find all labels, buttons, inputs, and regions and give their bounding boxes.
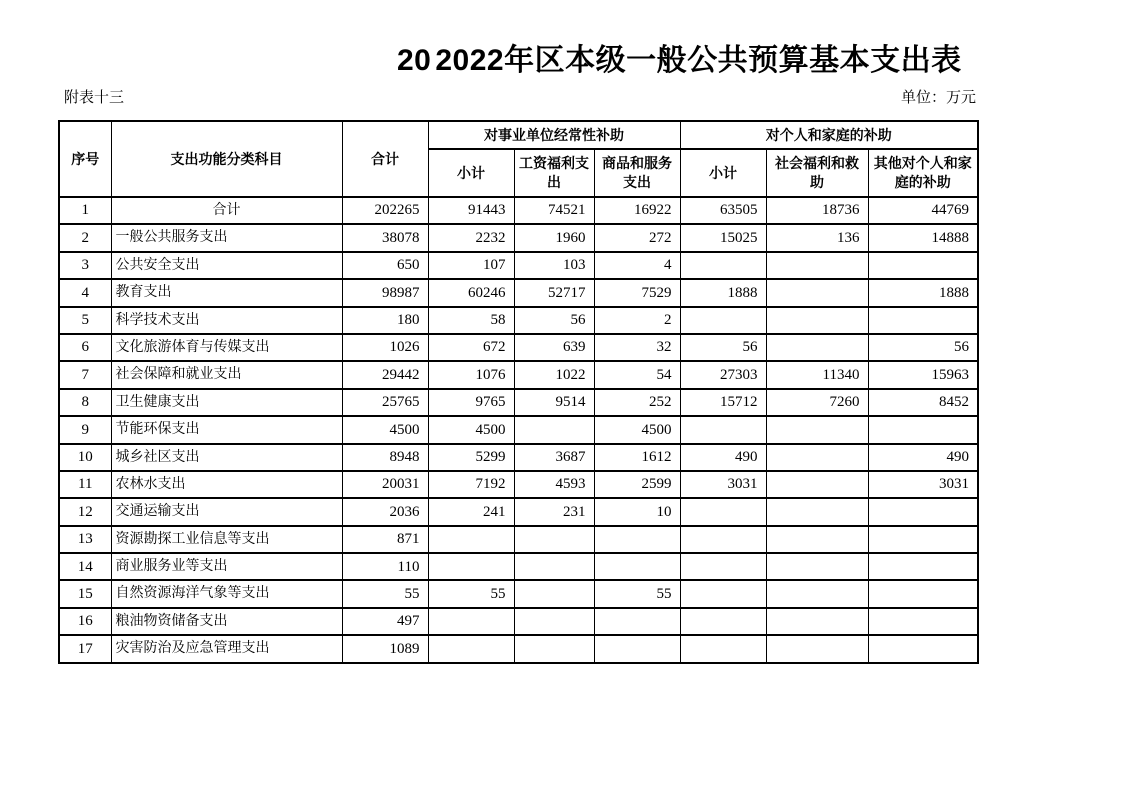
cell-g1_subtotal bbox=[428, 608, 514, 635]
cell-g1_wage: 103 bbox=[514, 252, 594, 279]
cell-g2_other: 1888 bbox=[868, 279, 978, 306]
table-row bbox=[59, 608, 978, 635]
cell-g1_wage: 74521 bbox=[514, 197, 594, 224]
cell-g1_wage: 1022 bbox=[514, 361, 594, 388]
cell-g1_wage: 52717 bbox=[514, 279, 594, 306]
cell-g1_goods bbox=[594, 553, 680, 580]
cell-seq: 2 bbox=[59, 224, 111, 251]
cell-g1_wage: 1960 bbox=[514, 224, 594, 251]
cell-category: 交通运输支出 bbox=[111, 498, 342, 525]
page-title bbox=[397, 42, 962, 80]
cell-g1_wage: 9514 bbox=[514, 389, 594, 416]
col-group-individual-family-subsidy: 对个人和家庭的补助 bbox=[680, 121, 978, 149]
cell-g2_subtotal bbox=[680, 553, 766, 580]
cell-g2_subtotal bbox=[680, 635, 766, 662]
cell-seq: 17 bbox=[59, 635, 111, 662]
cell-category: 教育支出 bbox=[111, 279, 342, 306]
cell-g1_subtotal: 107 bbox=[428, 252, 514, 279]
cell-g2_other bbox=[868, 580, 978, 607]
table-row bbox=[59, 197, 978, 224]
cell-g2_other: 490 bbox=[868, 444, 978, 471]
cell-seq: 16 bbox=[59, 608, 111, 635]
cell-g2_subtotal bbox=[680, 307, 766, 334]
cell-g2_welfare bbox=[766, 307, 868, 334]
cell-total: 20031 bbox=[342, 471, 428, 498]
cell-g2_welfare bbox=[766, 334, 868, 361]
cell-g1_goods: 10 bbox=[594, 498, 680, 525]
cell-g2_welfare bbox=[766, 498, 868, 525]
cell-g2_other: 8452 bbox=[868, 389, 978, 416]
cell-g2_subtotal bbox=[680, 498, 766, 525]
cell-g2_welfare bbox=[766, 526, 868, 553]
cell-g2_other: 3031 bbox=[868, 471, 978, 498]
cell-g1_wage: 56 bbox=[514, 307, 594, 334]
cell-seq: 12 bbox=[59, 498, 111, 525]
cell-category: 自然资源海洋气象等支出 bbox=[111, 580, 342, 607]
cell-g1_wage: 639 bbox=[514, 334, 594, 361]
cell-g2_subtotal: 56 bbox=[680, 334, 766, 361]
cell-g1_goods bbox=[594, 526, 680, 553]
cell-g2_welfare bbox=[766, 580, 868, 607]
cell-g2_welfare: 11340 bbox=[766, 361, 868, 388]
table-row bbox=[59, 307, 978, 334]
col-header-g1-goods-services: 商品和服务支出 bbox=[594, 149, 680, 197]
cell-seq: 10 bbox=[59, 444, 111, 471]
cell-total: 871 bbox=[342, 526, 428, 553]
table-row bbox=[59, 635, 978, 662]
cell-category: 资源勘探工业信息等支出 bbox=[111, 526, 342, 553]
cell-g1_wage bbox=[514, 526, 594, 553]
cell-g2_other bbox=[868, 252, 978, 279]
table-row bbox=[59, 252, 978, 279]
cell-g2_other bbox=[868, 608, 978, 635]
cell-g2_subtotal: 15712 bbox=[680, 389, 766, 416]
cell-total: 98987 bbox=[342, 279, 428, 306]
table-row bbox=[59, 361, 978, 388]
cell-g2_welfare bbox=[766, 416, 868, 443]
cell-g2_other bbox=[868, 498, 978, 525]
cell-g2_subtotal bbox=[680, 526, 766, 553]
unit-label: 单位：万元 bbox=[900, 90, 976, 106]
cell-g1_goods: 4 bbox=[594, 252, 680, 279]
cell-category: 卫生健康支出 bbox=[111, 389, 342, 416]
cell-category: 科学技术支出 bbox=[111, 307, 342, 334]
cell-g2_subtotal bbox=[680, 580, 766, 607]
cell-g2_subtotal: 63505 bbox=[680, 197, 766, 224]
cell-g1_subtotal: 9765 bbox=[428, 389, 514, 416]
cell-seq: 13 bbox=[59, 526, 111, 553]
cell-total: 1026 bbox=[342, 334, 428, 361]
cell-g2_other: 56 bbox=[868, 334, 978, 361]
cell-g2_subtotal bbox=[680, 252, 766, 279]
cell-g1_goods: 54 bbox=[594, 361, 680, 388]
table-row bbox=[59, 224, 978, 251]
cell-g1_wage bbox=[514, 608, 594, 635]
cell-seq: 5 bbox=[59, 307, 111, 334]
cell-category: 节能环保支出 bbox=[111, 416, 342, 443]
cell-g1_subtotal: 58 bbox=[428, 307, 514, 334]
cell-category: 合计 bbox=[111, 197, 342, 224]
cell-g2_other bbox=[868, 416, 978, 443]
cell-g2_subtotal: 27303 bbox=[680, 361, 766, 388]
table-row bbox=[59, 498, 978, 525]
cell-g1_subtotal: 5299 bbox=[428, 444, 514, 471]
cell-g2_subtotal: 490 bbox=[680, 444, 766, 471]
cell-g1_subtotal: 60246 bbox=[428, 279, 514, 306]
cell-g1_goods: 7529 bbox=[594, 279, 680, 306]
cell-g1_subtotal: 4500 bbox=[428, 416, 514, 443]
table-row bbox=[59, 471, 978, 498]
table-row bbox=[59, 580, 978, 607]
cell-category: 社会保障和就业支出 bbox=[111, 361, 342, 388]
cell-seq: 8 bbox=[59, 389, 111, 416]
cell-seq: 9 bbox=[59, 416, 111, 443]
cell-total: 650 bbox=[342, 252, 428, 279]
cell-g1_goods bbox=[594, 608, 680, 635]
cell-g1_wage bbox=[514, 580, 594, 607]
table-row bbox=[59, 416, 978, 443]
cell-g2_welfare bbox=[766, 635, 868, 662]
cell-g2_other bbox=[868, 307, 978, 334]
table-row bbox=[59, 279, 978, 306]
cell-seq: 3 bbox=[59, 252, 111, 279]
cell-total: 180 bbox=[342, 307, 428, 334]
cell-total: 25765 bbox=[342, 389, 428, 416]
cell-g2_other bbox=[868, 526, 978, 553]
cell-g1_subtotal bbox=[428, 526, 514, 553]
cell-g1_goods: 32 bbox=[594, 334, 680, 361]
cell-g1_subtotal bbox=[428, 553, 514, 580]
cell-seq: 15 bbox=[59, 580, 111, 607]
cell-g1_subtotal: 91443 bbox=[428, 197, 514, 224]
cell-g2_subtotal bbox=[680, 608, 766, 635]
cell-category: 公共安全支出 bbox=[111, 252, 342, 279]
meta-row bbox=[64, 86, 976, 107]
cell-g2_welfare: 136 bbox=[766, 224, 868, 251]
cell-g1_wage bbox=[514, 416, 594, 443]
cell-g2_other bbox=[868, 553, 978, 580]
cell-g1_goods: 2 bbox=[594, 307, 680, 334]
table-row bbox=[59, 526, 978, 553]
col-header-g1-subtotal: 小计 bbox=[428, 149, 514, 197]
table-row bbox=[59, 444, 978, 471]
cell-g1_wage: 3687 bbox=[514, 444, 594, 471]
cell-g2_welfare bbox=[766, 553, 868, 580]
header-row-groups bbox=[59, 121, 978, 149]
table-row bbox=[59, 389, 978, 416]
cell-total: 38078 bbox=[342, 224, 428, 251]
cell-g2_subtotal: 3031 bbox=[680, 471, 766, 498]
cell-category: 城乡社区支出 bbox=[111, 444, 342, 471]
cell-g1_subtotal: 1076 bbox=[428, 361, 514, 388]
cell-g1_subtotal: 7192 bbox=[428, 471, 514, 498]
cell-g1_goods bbox=[594, 635, 680, 662]
cell-total: 1089 bbox=[342, 635, 428, 662]
cell-total: 55 bbox=[342, 580, 428, 607]
title-prefix: 20 bbox=[397, 44, 432, 77]
appendix-label: 附表十三 bbox=[64, 90, 125, 106]
cell-total: 497 bbox=[342, 608, 428, 635]
cell-g1_goods: 16922 bbox=[594, 197, 680, 224]
cell-g1_subtotal: 241 bbox=[428, 498, 514, 525]
cell-g2_welfare: 18736 bbox=[766, 197, 868, 224]
cell-g1_wage: 4593 bbox=[514, 471, 594, 498]
cell-seq: 1 bbox=[59, 197, 111, 224]
cell-g2_subtotal: 15025 bbox=[680, 224, 766, 251]
col-header-category: 支出功能分类科目 bbox=[111, 121, 342, 197]
cell-g1_goods: 55 bbox=[594, 580, 680, 607]
cell-total: 2036 bbox=[342, 498, 428, 525]
cell-total: 110 bbox=[342, 553, 428, 580]
budget-table bbox=[58, 120, 979, 664]
cell-g1_subtotal: 672 bbox=[428, 334, 514, 361]
cell-g1_goods: 1612 bbox=[594, 444, 680, 471]
table-row bbox=[59, 553, 978, 580]
cell-g1_subtotal: 55 bbox=[428, 580, 514, 607]
cell-g2_other: 44769 bbox=[868, 197, 978, 224]
cell-category: 粮油物资储备支出 bbox=[111, 608, 342, 635]
table-row bbox=[59, 334, 978, 361]
cell-g2_other: 14888 bbox=[868, 224, 978, 251]
cell-total: 29442 bbox=[342, 361, 428, 388]
col-header-g2-social-welfare: 社会福利和救助 bbox=[766, 149, 868, 197]
cell-total: 4500 bbox=[342, 416, 428, 443]
cell-g2_welfare bbox=[766, 444, 868, 471]
cell-g1_wage bbox=[514, 553, 594, 580]
cell-g2_welfare bbox=[766, 608, 868, 635]
title-text: 2022年区本级一般公共预算基本支出表 bbox=[435, 44, 962, 77]
cell-category: 商业服务业等支出 bbox=[111, 553, 342, 580]
cell-g1_subtotal: 2232 bbox=[428, 224, 514, 251]
cell-g1_wage bbox=[514, 635, 594, 662]
cell-g2_welfare bbox=[766, 252, 868, 279]
cell-g2_subtotal: 1888 bbox=[680, 279, 766, 306]
cell-category: 灾害防治及应急管理支出 bbox=[111, 635, 342, 662]
cell-g2_welfare bbox=[766, 471, 868, 498]
cell-seq: 6 bbox=[59, 334, 111, 361]
col-header-g2-subtotal: 小计 bbox=[680, 149, 766, 197]
col-group-institution-subsidy: 对事业单位经常性补助 bbox=[428, 121, 680, 149]
cell-total: 8948 bbox=[342, 444, 428, 471]
cell-category: 一般公共服务支出 bbox=[111, 224, 342, 251]
cell-category: 农林水支出 bbox=[111, 471, 342, 498]
cell-g1_subtotal bbox=[428, 635, 514, 662]
cell-g1_wage: 231 bbox=[514, 498, 594, 525]
cell-g2_other: 15963 bbox=[868, 361, 978, 388]
cell-g1_goods: 272 bbox=[594, 224, 680, 251]
cell-category: 文化旅游体育与传媒支出 bbox=[111, 334, 342, 361]
cell-seq: 14 bbox=[59, 553, 111, 580]
cell-seq: 7 bbox=[59, 361, 111, 388]
cell-g1_goods: 252 bbox=[594, 389, 680, 416]
cell-g1_goods: 2599 bbox=[594, 471, 680, 498]
col-header-g2-other: 其他对个人和家庭的补助 bbox=[868, 149, 978, 197]
col-header-g1-wage-welfare: 工资福利支出 bbox=[514, 149, 594, 197]
cell-total: 202265 bbox=[342, 197, 428, 224]
cell-g2_welfare: 7260 bbox=[766, 389, 868, 416]
cell-g2_other bbox=[868, 635, 978, 662]
cell-seq: 4 bbox=[59, 279, 111, 306]
cell-seq: 11 bbox=[59, 471, 111, 498]
cell-g2_subtotal bbox=[680, 416, 766, 443]
col-header-total: 合计 bbox=[342, 121, 428, 197]
cell-g1_goods: 4500 bbox=[594, 416, 680, 443]
col-header-seq: 序号 bbox=[59, 121, 111, 197]
cell-g2_welfare bbox=[766, 279, 868, 306]
